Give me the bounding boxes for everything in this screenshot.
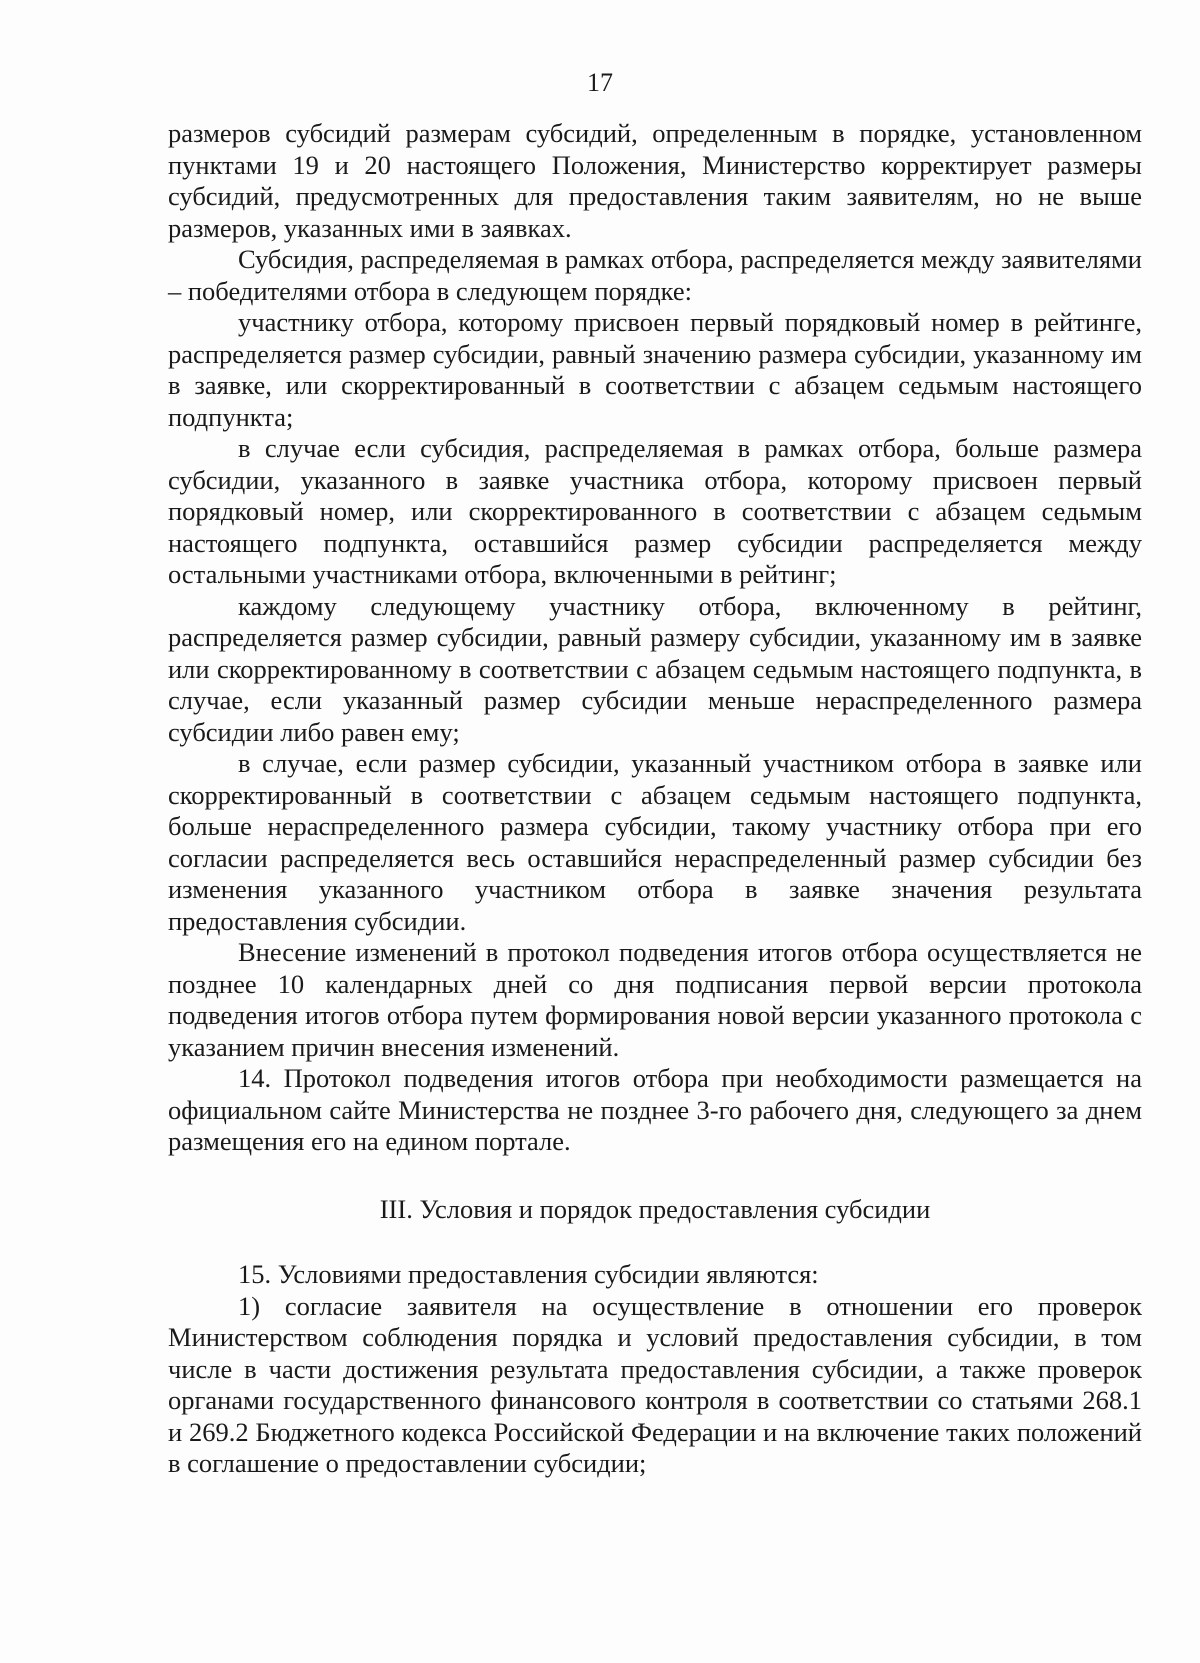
page-number: 17: [587, 68, 613, 97]
paragraph: в случае если субсидия, распределяемая в рамках отбора, больше размера субсидии, указанного в заявке участника отбора, которому присвоен первый порядковый номер, или скорректированного в соответствии с абзацем седьмым настоящего подпункта, оставшийся размер субсидии распределяется между остальными участниками отбора, включенными в рейтинг;: [168, 433, 1142, 589]
section-heading: III. Условия и порядок предоставления субсидии: [379, 1193, 931, 1224]
paragraph: 1) согласие заявителя на осуществление в отношении его проверок Министерством соблюдения порядка и условий предоставления субсидии, в том числе в части достижения результата предоставления субсидии, а также проверок органами государственного финансового контроля в соответствии со статьями 268.1 и 269.2 Бюджетного кодекса Российской Федерации и на включение таких положений в соглашение о предоставлении субсидии;: [168, 1290, 1142, 1478]
paragraph: в случае, если размер субсидии, указанный участником отбора в заявке или скорректированный в соответствии с абзацем седьмым настоящего подпункта, больше нераспределенного размера субсидии, такому участнику отбора при его согласии распределяется весь оставшийся нераспределенный размер субсидии без изменения указанного участником отбора в заявке значения результата предоставления субсидии.: [168, 748, 1142, 936]
paragraph: размеров субсидий размерам субсидий, определенным в порядке, установленном пунктами 19 и 20 настоящего Положения, Министерство корректирует размеры субсидий, предусмотренных для предоставления таким заявителям, но не выше размеров, указанных ими в заявках.: [168, 118, 1142, 243]
paragraph: Субсидия, распределяемая в рамках отбора, распределяется между заявителями – победителями отбора в следующем порядке:: [168, 244, 1142, 306]
paragraph: каждому следующему участнику отбора, включенному в рейтинг, распределяется размер субсидии, равный размеру субсидии, указанному им в заявке или скорректированному в соответствии с абзацем седьмым настоящего подпункта, в случае, если указанный размер субсидии меньше нераспределенного размера субсидии либо равен ему;: [168, 590, 1142, 747]
paragraph: Внесение изменений в протокол подведения итогов отбора осуществляется не позднее 10 календарных дней со дня подписания первой версии протокола подведения итогов отбора путем формирования новой версии указанного протокола с указанием причин внесения изменений.: [168, 937, 1142, 1062]
paragraph: участнику отбора, которому присвоен первый порядковый номер в рейтинге, распределяется размер субсидии, равный значению размера субсидии, указанному им в заявке, или скорректированный в соответствии с абзацем седьмым настоящего подпункта;: [168, 307, 1142, 432]
document-body: [168, 118, 1142, 1480]
paragraph: 15. Условиями предоставления субсидии являются:: [238, 1259, 819, 1289]
paragraph: 14. Протокол подведения итогов отбора при необходимости размещается на официальном сайте Министерства не позднее 3-го рабочего дня, следующего за днем размещения его на едином портале.: [168, 1063, 1142, 1156]
